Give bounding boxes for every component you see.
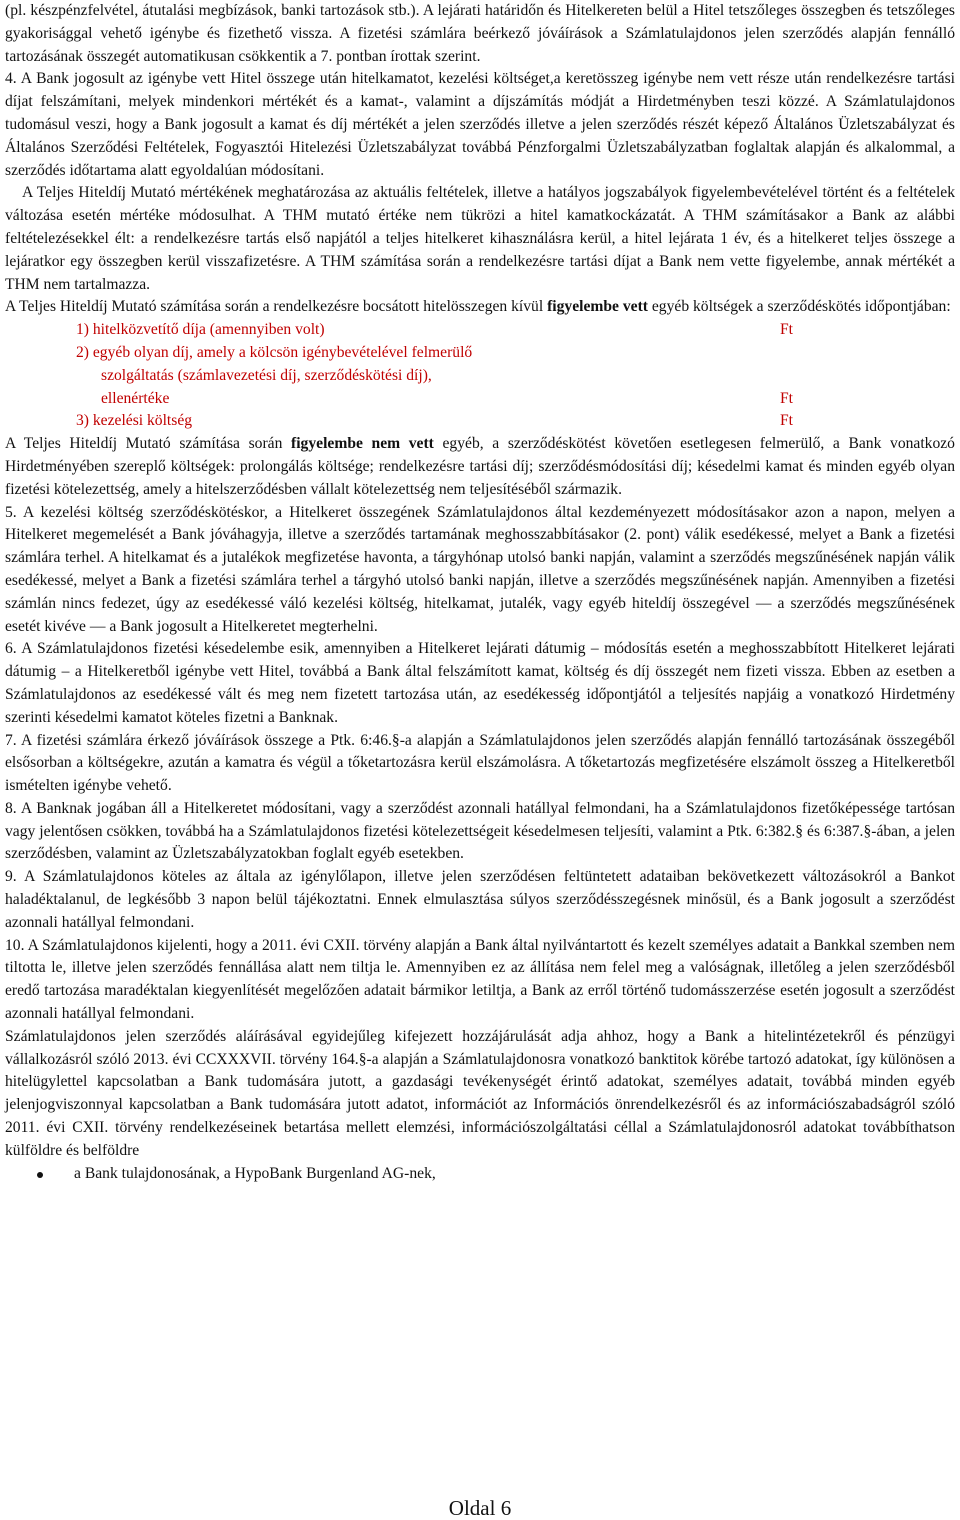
text-segment: A Teljes Hiteldíj Mutató számítása során bbox=[5, 435, 292, 453]
fee-item-2 bbox=[5, 342, 955, 365]
paragraph-thm: A Teljes Hiteldíj Mutató mértékének meghatározása az aktuális feltételek, illetve a hatályos jogszabályok figyelembevételével történt és a feltételek változása esetén mértéke módosulhat. A THM mutató értéke nem tükrözi a hitel kamatkockázatát. A THM számításakor a Bank az alábbi feltételezésekkel élt: a rendelkezésre tartás első napjától a teljes hitelkeret kihasználásra kerül, a hitel lejárata 1 év, és a hitelkeret teljes összege a lejáratkor egy összegben kerül visszafizetésre. A THM számítása során a rendelkezésre tartási díjat a Bank nem vette figyelembe, annak mértékét a THM nem tartalmazza. bbox=[5, 184, 955, 293]
fee-label: szolgáltatás (számlavezetési díj, szerződéskötési díj), bbox=[101, 366, 432, 384]
list-item bbox=[5, 1163, 955, 1187]
fee-item-2-end bbox=[5, 388, 955, 411]
fee-item-1 bbox=[5, 319, 955, 342]
list-item-text: a Bank tulajdonosának, a HypoBank Burgenland AG-nek, bbox=[74, 1164, 436, 1182]
page-number: Oldal 6 bbox=[448, 1496, 512, 1520]
paragraph-intro: (pl. készpénzfelvétel, átutalási megbízások, banki tartozások stb.). A lejárati határidőn és Hitelkereten belül a Hitel tetszőleges összegben és tetszőleges gyakorisággal vehető igénybe és fizethető vissza. A fizetési számlára beérkező jóváírások a Számlatulajdonos jelen szerződés alapján fennálló tartozásának összegét automatikusan csökkentik a 7. pontban írottak szerint. bbox=[5, 2, 955, 65]
fee-currency: Ft bbox=[780, 321, 794, 339]
text-segment: A Teljes Hiteldíj Mutató számítása során a rendelkezésre bocsátott hitelösszegen kívül bbox=[5, 298, 548, 316]
fee-label: ellenértéke bbox=[101, 389, 170, 407]
bold-text: figyelembe nem vett bbox=[291, 435, 434, 453]
paragraph-thm-included bbox=[5, 296, 955, 319]
text-segment: egyéb költségek a szerződéskötés időpontjában: bbox=[647, 298, 951, 316]
document-body bbox=[5, 0, 955, 1187]
paragraph-banktitok: Számlatulajdonos jelen szerződés aláírásával egyidejűleg kifejezett hozzájárulását adja ahhoz, hogy a Bank a hitelintézetekről és pénzügyi vállalkozásról szóló 2013. évi CCXXXVII. törvény 164.§-a alapján a Számlatulajdonosra vonatkozó banktitok körébe tartozó adatokat, így különösen a hitelügylettel kapcsolatban a Bank tudomására jutott, a gazdasági tevékenységét érintő adatokat, személyes adatait, továbbá minden egyéb jelenjogviszonnyal kapcsolatban a Bank tudomására jutott adatot, információt az Információs önrendelkezésről és az információszabadságról szóló 2011. évi CXII. törvény rendelkezéseinek betartása mellett elemzési, információszolgáltatási céllal a Számlatulajdonosról adatokat továbbíthatson külföldre és belföldre bbox=[5, 1027, 955, 1159]
fee-item-3 bbox=[5, 410, 955, 433]
paragraph-6: 6. A Számlatulajdonos fizetési késedelembe esik, amennyiben a Hitelkeret lejárati dátumig – módosítás esetén a meghosszabbított Hitelkeret lejárati dátumig – a Hitelkeretből igénybe vett Hitel, továbbá a Bank által felszámított kamat, költség és díj összegét nem fizeti vissza. Ebben az esetben a Számlatulajdonos az esedékessé vált és meg nem fizetett tartozása után, az esedékesség időpontjától a teljesítés napjáig a vonatkozó Hirdetmény szerinti késedelmi kamatot köteles fizetni a Banknak. bbox=[5, 640, 955, 726]
paragraph-4: 4. A Bank jogosult az igénybe vett Hitel összege után hitelkamatot, kezelési költséget,a keretösszeg igénybe nem vett része után rendelkezésre tartási díjat felszámítani, melyek mindenkori mértékét és a kamat-, valamint a díjszámítás módját a Hirdetményben teszi közzé. A Számlatulajdonos tudomásul veszi, hogy a Bank jogosult a kamat és díj mértékét a jelen szerződés illetve a jelen szerződés részét képező Általános Üzletszabályzat és Általános Szerződési Feltételek, Fogyasztói Hitelezési Üzletszabályzat továbbá Pénzforgalmi Üzletszabályzatban foglaltak alapján és alkalommal, a szerződés időtartama alatt egyoldalúan módosítani. bbox=[5, 70, 955, 179]
paragraph-5: 5. A kezelési költség szerződéskötéskor, a Hitelkeret összegének Számlatulajdonos által kezdeményezett módosításakor azon a napon, melyen a Hitelkeret megemelését a Bank jóváhagyja, illetve a szerződés tartamának meghosszabbításakor (2. pont) válik esedékessé, melyet a Bank a fizetési számlára terhel. A hitelkamat és a jutalékok megfizetése havonta, a tárgyhónap utolsó banki napján, valamint a szerződés megszűnésének napján válik esedékessé, melyet a Bank a fizetési számlára terhel a tárgyhó utolsó banki napján, illetve a szerződés megszűnésének napján. Amennyiben a fizetési számlán nincs fedezet, úgy az esedékessé váló kezelési költség, hitelkamat, jutalék, vagy egyéb hiteldíj összegével — a szerződés megszűnésének esetét kivéve — a Bank jogosult a Hitelkeretet megterhelni. bbox=[5, 503, 955, 635]
fee-label: 2) egyéb olyan díj, amely a kölcsön igénybevételével felmerülő bbox=[76, 343, 473, 361]
fee-item-2-cont bbox=[5, 365, 955, 388]
fee-label: 1) hitelközvetítő díja (amennyiben volt) bbox=[76, 321, 325, 339]
paragraph-8: 8. A Banknak jogában áll a Hitelkeretet módosítani, vagy a szerződést azonnali hatállyal felmondani, ha a Számlatulajdonos fizetőképessége tartósan vagy jelentősen csökken, továbbá ha a Számlatulajdonos fizetési kötelezettségeit késedelmesen teljesíti, valamint a Ptk. 6:382.§ és 6:387.§-ában, a jelen szerződésben, valamint az Üzletszabályzatokban foglalt egyéb esetekben. bbox=[5, 799, 955, 863]
paragraph-7: 7. A fizetési számlára érkező jóváírások összege a Ptk. 6:46.§-a alapján a Számlatulajdonos jelen szerződés alapján fennálló tartozásának összegéből elsősorban a költségekre, azután a kamatra és végül a tőketartozásra kerül elszámolásra. A tőketartozás megfizetésére elszámolt összeg a Hitelkeretből ismételten igénybe vehető. bbox=[5, 731, 955, 795]
fee-label: 3) kezelési költség bbox=[76, 412, 193, 430]
paragraph-thm-excluded bbox=[5, 433, 955, 501]
bullet-icon bbox=[37, 1172, 43, 1178]
fee-currency: Ft bbox=[780, 389, 794, 407]
paragraph-9: 9. A Számlatulajdonos köteles az általa az igénylőlapon, illetve jelen szerződésen feltüntetett adataiban bekövetkezett változásokról a Bankot haladéktalanul, de legkésőbb 3 napon belül tájékoztatni. Ennek elmulasztása súlyos szerződésszegésnek minősül, és a Bank jogosult a szerződést azonnali hatállyal felmondani. bbox=[5, 868, 955, 931]
bold-text: figyelembe vett bbox=[547, 298, 648, 316]
fee-currency: Ft bbox=[780, 412, 794, 430]
paragraph-10: 10. A Számlatulajdonos kijelenti, hogy a 2011. évi CXII. törvény alapján a Bank által nyilvántartott és kezelt személyes adatait a Bankkal szemben nem tiltotta le, illetve jelen szerződés fennállása alatt nem tiltja le. Amennyiben ez az állítása nem felel meg a valóságnak, illetőleg a jelen szerződésből eredő tartozása maradéktalan kiegyenlítését megelőzően adatait bármikor letiltja, a Bank az erről történő tudomásszerzése esetén jogosult a szerződést azonnali hatállyal felmondani. bbox=[5, 936, 955, 1023]
text-segment: egyéb, a szerződéskötést követően esetlegesen felmerülő, a Bank vonatkozó Hirdetményében szereplő költségek: prolongálás költsége; rendelkezésre tartási díj; szerződésmódosítási díj; késedelmi kamat és minden egyéb olyan fizetési kötelezettség, amely a hitelszerződésben vállalt kötelezettség nem teljesítéséből származik. bbox=[5, 435, 955, 498]
